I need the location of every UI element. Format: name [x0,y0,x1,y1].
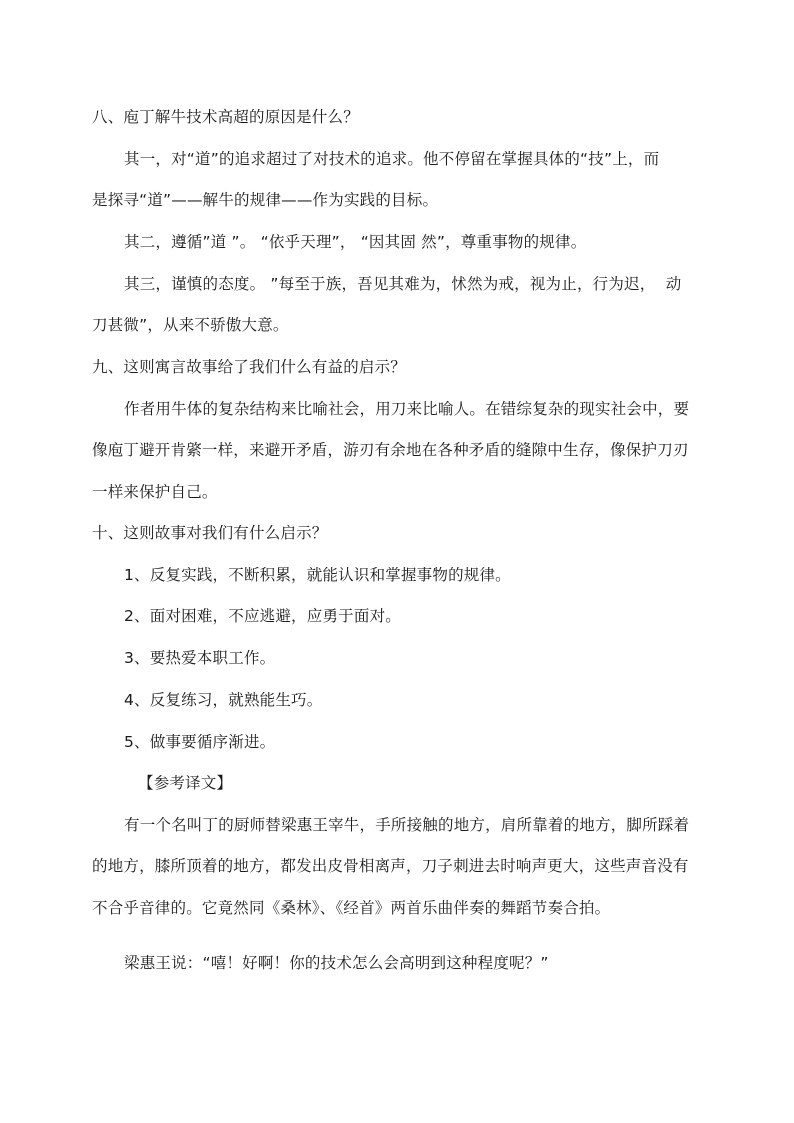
q8-paragraph-1-line-2: 是探寻“道”——解牛的规律——作为实践的目标。 [92,191,439,209]
list-item: 4、反复练习，就熟能生巧。 [124,691,323,709]
translation-paragraph-1-line-2: 的地方，膝所顶着的地方，都发出皮骨相离声，刀子刺进去时响声更大，这些声音没有 [92,857,689,875]
q8-paragraph-1-line-1: 其一，对“道”的追求超过了对技术的追求。他不停留在掌握具体的“技”上，而 [124,150,660,168]
q9-paragraph-line-2: 像庖丁避开肯綮一样，来避开矛盾，游刃有余地在各种矛盾的缝隙中生存，像保护刀刃 [92,441,689,459]
translation-paragraph-1-line-3: 不合乎音律的。它竟然同《桑林》、《经首》两首乐曲伴奏的舞蹈节奏合拍。 [92,899,611,917]
list-item: 1、反复实践，不断积累，就能认识和掌握事物的规律。 [124,566,511,584]
translation-heading: 【参考译文】 [138,774,233,792]
q8-paragraph-3-line-1: 其三，谨慎的态度。 ”每至于族，吾见其难为，怵然为戒，视为止，行为迟， 动 [124,275,682,293]
q9-heading: 九、这则寓言故事给了我们什么有益的启示？ [92,358,407,376]
list-item: 2、面对困难，不应逃避，应勇于面对。 [124,607,401,625]
q9-paragraph-line-3: 一样来保护自己。 [92,483,218,501]
translation-paragraph-2: 梁惠王说：“嘻！好啊！你的技术怎么会高明到这种程度呢？” [124,954,549,972]
translation-paragraph-1-line-1: 有一个名叫丁的厨师替梁惠王宰牛，手所接触的地方，肩所靠着的地方，脚所踩着 [124,816,690,834]
q8-paragraph-3-line-2: 刀甚微”，从来不骄傲大意。 [92,316,289,334]
q8-heading: 八、庖丁解牛技术高超的原因是什么？ [92,108,359,126]
q8-paragraph-2: 其二，遵循”道 ”。 “依乎天理”， “因其固 然”，尊重事物的规律。 [124,233,587,251]
list-item: 5、做事要循序渐进。 [124,733,276,751]
q9-paragraph-line-1: 作者用牛体的复杂结构来比喻社会，用刀来比喻人。在错综复杂的现实社会中，要 [124,400,690,418]
q10-heading: 十、这则故事对我们有什么启示？ [92,524,328,542]
list-item: 3、要热爱本职工作。 [124,649,276,667]
